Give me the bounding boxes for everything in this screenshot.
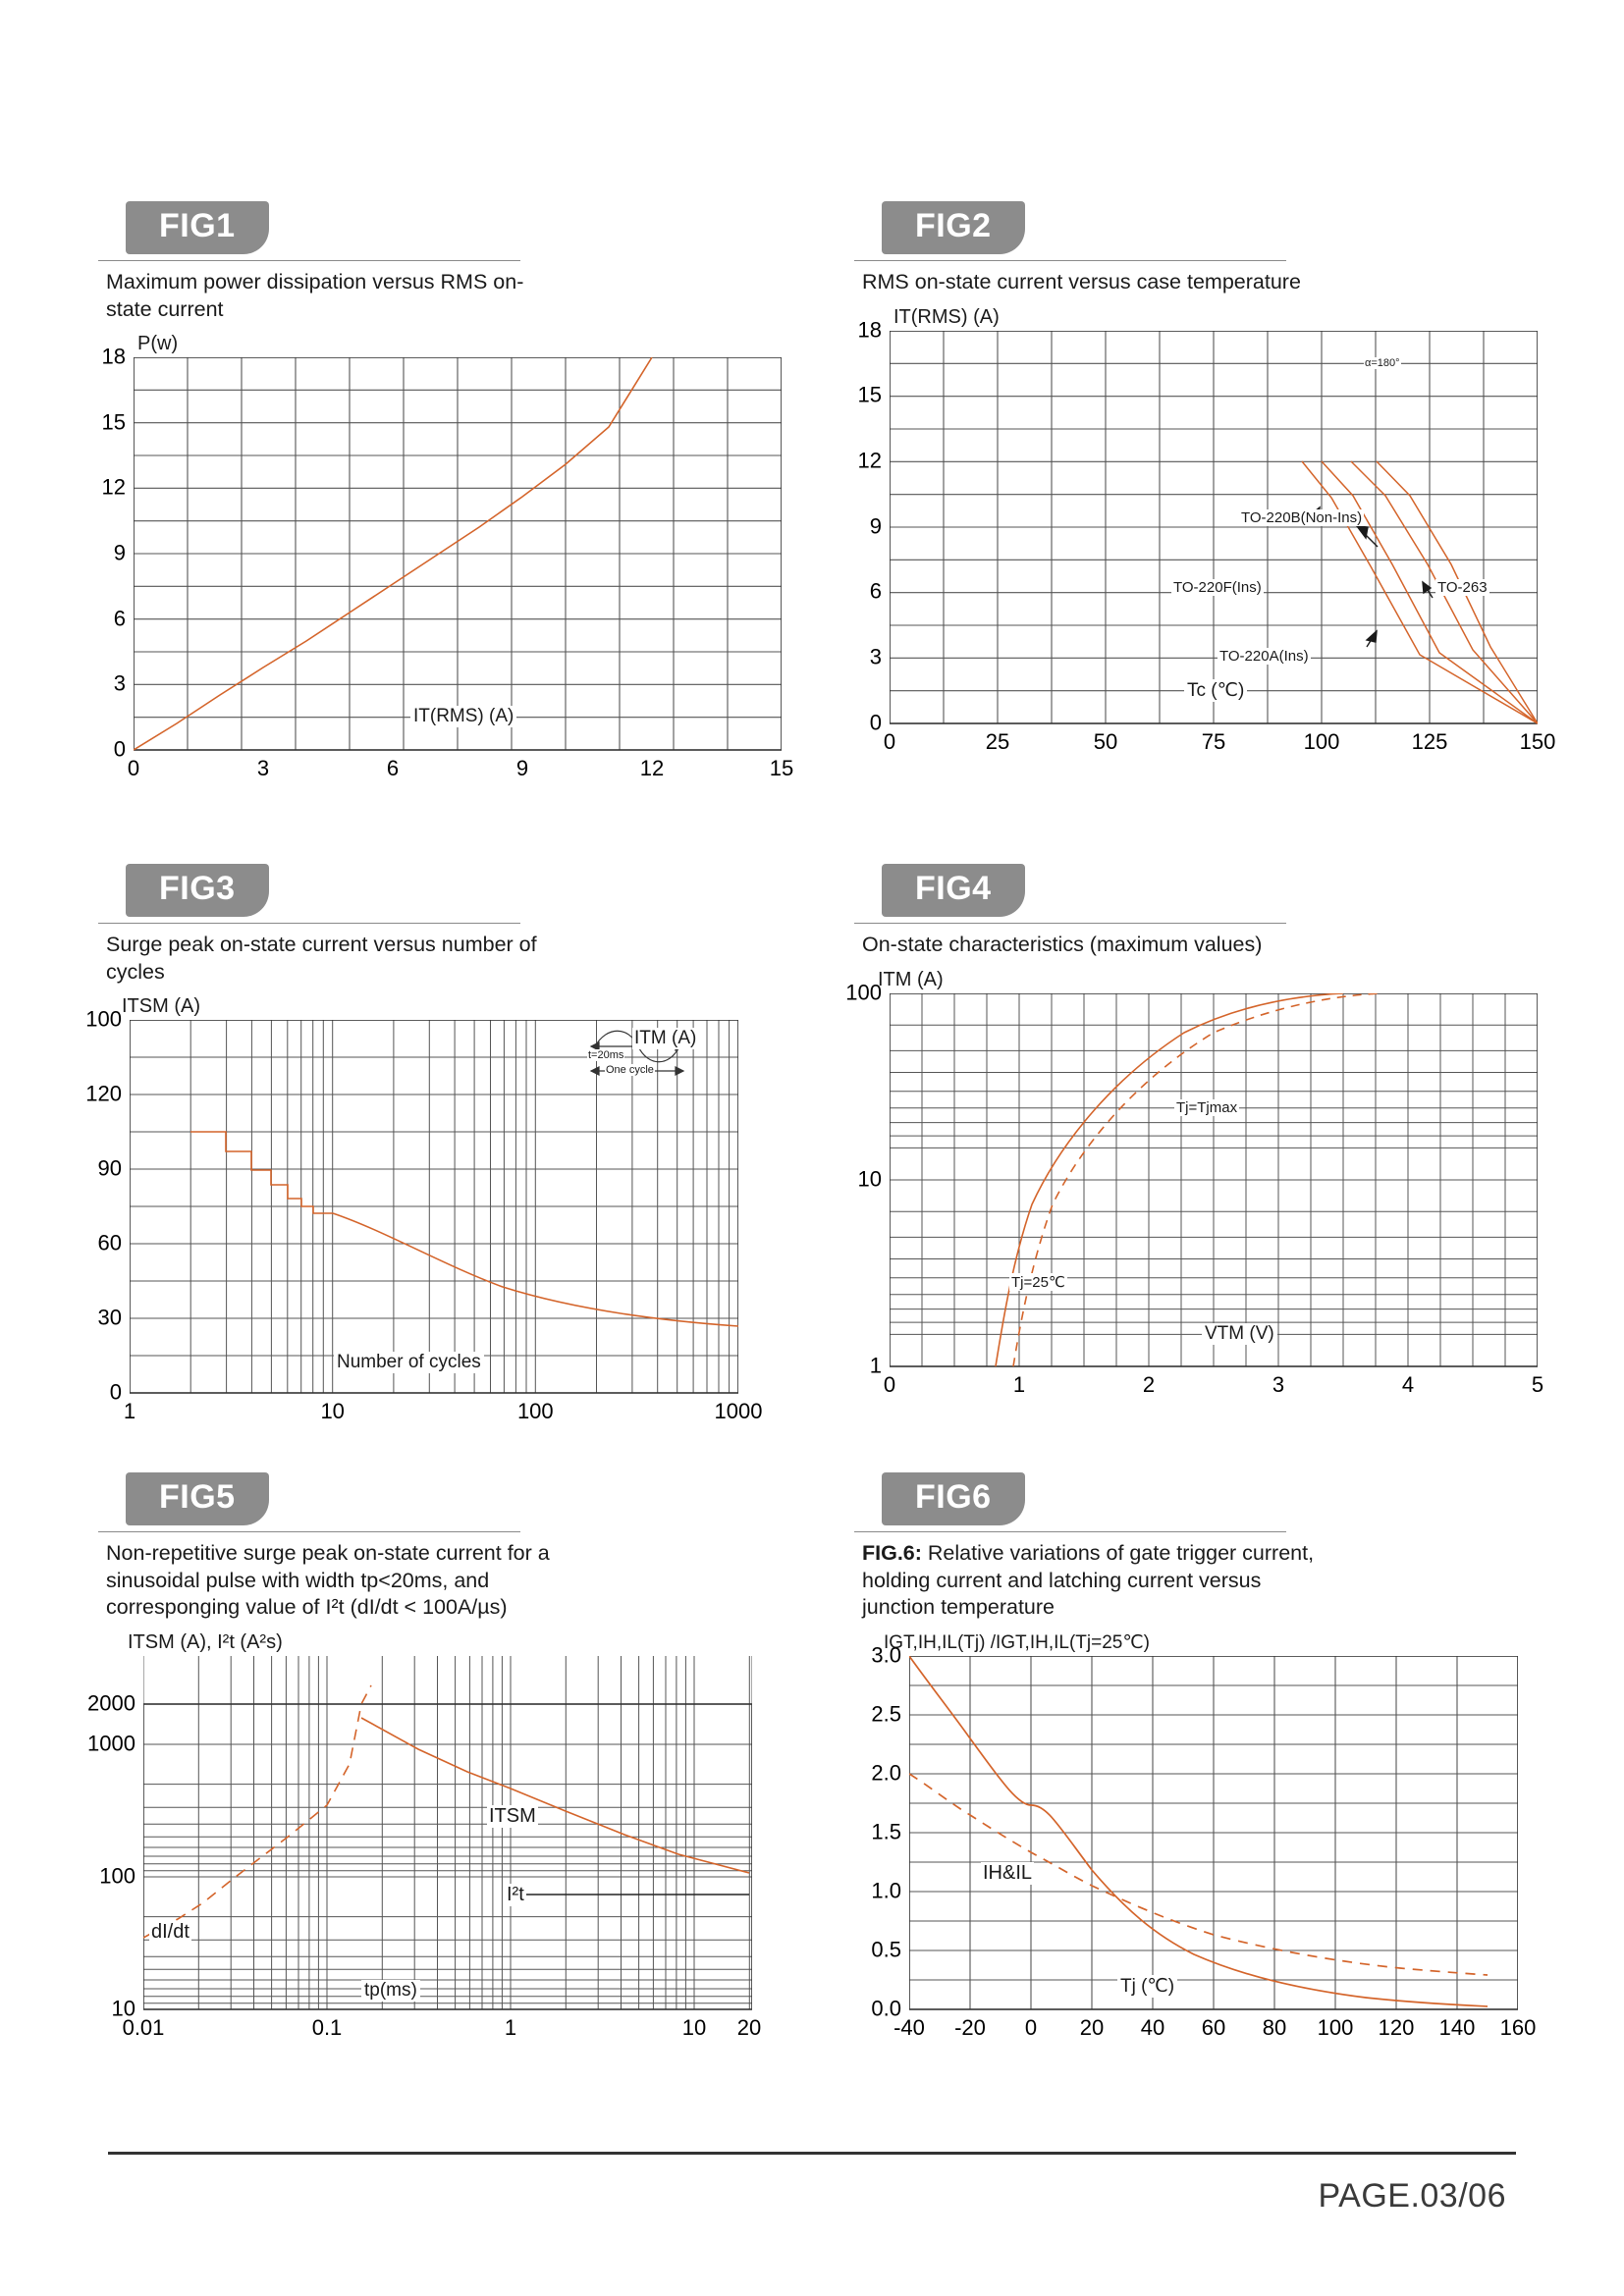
fig2-xtick: 150	[1519, 728, 1556, 754]
fig6-caption-text: Relative variations of gate trigger current, holding current and latching current versus junction temperature	[862, 1541, 1315, 1620]
fig6-x-axis-label: Tj (℃)	[1117, 1975, 1177, 1998]
fig5-annotation-i2t: I²t	[507, 1883, 524, 1905]
fig6-ytick: 2.5	[871, 1701, 901, 1727]
fig1-xtick: 0	[127, 756, 140, 781]
fig3-series-itsm	[190, 1132, 333, 1213]
fig1-ytick: 3	[113, 670, 126, 696]
fig2-ytick: 12	[857, 448, 882, 473]
fig2-xtick: 25	[985, 728, 1010, 754]
fig2-annotation-to263: TO-263	[1437, 578, 1488, 596]
fig5-xtick: 1	[504, 2014, 517, 2040]
fig4-xtick: 2	[1142, 1371, 1156, 1397]
fig2-ytick: 18	[857, 316, 882, 342]
fig5-plot	[87, 1656, 762, 2040]
fig3-xtick: 10	[320, 1399, 345, 1424]
fig5-xtick: 0.1	[311, 2014, 343, 2040]
fig3-caption: Surge peak on-state current versus number of cycles	[106, 933, 537, 984]
fig2-annotation-to220f: TO-220F(Ins)	[1173, 578, 1262, 596]
fig4-annotation-tjmax: Tj=Tjmax	[1176, 1098, 1238, 1116]
fig6-xtick: 0	[1024, 2014, 1038, 2040]
fig3-ytick: 90	[97, 1155, 122, 1181]
fig2-annotation-alpha: α=180°	[1365, 356, 1400, 369]
fig2-y-axis-label: IT(RMS) (A)	[893, 305, 1000, 328]
fig6-xtick: 20	[1079, 2014, 1105, 2040]
fig1-ytick: 12	[101, 474, 126, 500]
fig6-xtick: 40	[1140, 2014, 1165, 2040]
fig1-ytick: 15	[101, 409, 126, 435]
fig6-caption	[862, 1540, 1324, 1622]
fig2-ytick: 3	[869, 644, 882, 669]
fig1-xtick: 3	[256, 756, 270, 781]
fig2-divider	[854, 260, 1286, 261]
fig3-xtick: 1000	[714, 1399, 763, 1424]
fig4-y-axis-label: ITM (A)	[878, 968, 944, 990]
fig2-annotation-to220a: TO-220A(Ins)	[1219, 647, 1309, 665]
fig5-divider	[98, 1531, 520, 1532]
fig6-y-axis-label: IGT,IH,IL(Tj) /IGT,IH,IL(Tj=25℃)	[884, 1631, 1151, 1653]
fig2-ytick: 0	[869, 709, 882, 734]
fig5-xtick: 10	[681, 2014, 707, 2040]
fig2-xtick: 0	[883, 728, 896, 754]
fig3-xtick: 1	[123, 1399, 136, 1424]
fig5-badge: FIG5	[126, 1472, 269, 1525]
fig1-xtick: 9	[515, 756, 529, 781]
fig2-x-axis-label: Tc (℃)	[1184, 679, 1247, 702]
fig4-ytick: 100	[845, 979, 882, 1004]
fig6-xtick: -20	[954, 2014, 986, 2040]
fig4-xtick: 3	[1272, 1371, 1285, 1397]
fig6-ytick: 1.5	[871, 1819, 901, 1844]
figure-fig6	[854, 1472, 1537, 2040]
fig3-x-axis-label: Number of cycles	[334, 1352, 484, 1373]
fig2-xtick: 100	[1303, 728, 1340, 754]
fig6-annotation-ihil: IH&IL	[983, 1861, 1033, 1884]
fig2-ytick: 15	[857, 382, 882, 407]
fig4-ytick: 10	[857, 1165, 882, 1191]
fig3-inset-time: t=20ms	[588, 1049, 624, 1062]
fig2-annotation-to220b: TO-220B(Non-Ins)	[1241, 508, 1363, 526]
fig6-ytick: 1.0	[871, 1878, 901, 1903]
fig5-caption: Non-repetitive surge peak on-state current for a sinusoidal pulse with width tp<20ms, and corresponging value of I²t (dI/dt < 100A/µs)	[106, 1541, 550, 1620]
fig3-divider	[98, 923, 520, 924]
fig4-xtick: 1	[1012, 1371, 1026, 1397]
fig2-ytick: 6	[869, 578, 882, 604]
fig3-ytick: 0	[109, 1379, 122, 1405]
figure-fig1	[98, 201, 794, 781]
fig6-ytick: 2.0	[871, 1760, 901, 1786]
fig4-divider	[854, 923, 1286, 924]
fig6-svg	[909, 1656, 1518, 2029]
fig6-xtick: -40	[893, 2014, 925, 2040]
fig4-badge: FIG4	[882, 864, 1025, 917]
fig6-series-igt	[909, 1656, 1488, 2006]
fig1-caption: Maximum power dissipation versus RMS on-state current	[106, 270, 524, 321]
fig5-ytick: 1000	[87, 1731, 135, 1756]
fig4-xtick: 4	[1401, 1371, 1415, 1397]
fig6-xtick: 100	[1317, 2014, 1354, 2040]
fig6-badge: FIG6	[882, 1472, 1025, 1525]
fig2-badge: FIG2	[882, 201, 1025, 254]
fig5-xtick: 20	[736, 2014, 762, 2040]
fig1-divider	[98, 260, 520, 261]
fig6-xtick: 80	[1262, 2014, 1287, 2040]
fig5-annotation-didt: dI/dt	[151, 1920, 189, 1943]
fig5-ytick: 100	[99, 1863, 135, 1889]
fig2-ytick: 9	[869, 512, 882, 538]
fig6-ytick: 0.0	[871, 1996, 901, 2021]
figure-fig4	[845, 864, 1544, 1397]
page-number: PAGE.03/06	[1318, 2177, 1506, 2215]
fig1-ytick: 18	[101, 344, 126, 369]
fig5-series-itsm	[361, 1718, 749, 1873]
fig4-ytick: 1	[869, 1352, 882, 1377]
fig4-annotation-tj25: Tj=25℃	[1011, 1273, 1065, 1291]
fig1-ytick: 9	[113, 540, 126, 565]
fig6-xtick: 160	[1499, 2014, 1537, 2040]
fig4-xtick: 0	[883, 1371, 896, 1397]
fig2-xtick: 75	[1201, 728, 1226, 754]
fig1-xtick: 6	[386, 756, 400, 781]
fig1-xtick: 12	[639, 756, 665, 781]
fig1-ytick: 0	[113, 736, 126, 762]
fig3-inset-cycle: One cycle	[606, 1064, 654, 1077]
fig4-caption: On-state characteristics (maximum values)	[862, 933, 1263, 956]
fig5-svg	[143, 1656, 752, 2029]
fig2-caption: RMS on-state current versus case temperature	[862, 270, 1301, 294]
fig5-ytick: 2000	[87, 1690, 135, 1716]
fig3-ytick: 30	[97, 1305, 122, 1330]
fig2-xtick: 50	[1093, 728, 1118, 754]
fig5-y-axis-label: ITSM (A), I²t (A²s)	[128, 1630, 283, 1653]
fig3-ytick: 60	[97, 1230, 122, 1255]
fig6-xtick: 120	[1378, 2014, 1415, 2040]
fig3-badge: FIG3	[126, 864, 269, 917]
fig6-divider	[854, 1531, 1286, 1532]
fig4-xtick: 5	[1531, 1371, 1544, 1397]
fig3-ytick: 100	[85, 1006, 122, 1032]
fig4-x-axis-label: VTM (V)	[1202, 1323, 1277, 1345]
fig1-ytick: 6	[113, 606, 126, 631]
fig3-y-axis-label: ITSM (A)	[122, 995, 200, 1018]
fig1-y-axis-label: P(w)	[137, 333, 179, 355]
fig1-xtick: 15	[769, 756, 794, 781]
fig3-inset-title: ITM (A)	[634, 1028, 697, 1049]
fig6-ytick: 3.0	[871, 1642, 901, 1668]
fig1-badge: FIG1	[126, 201, 269, 254]
fig5-annotation-itsm: ITSM	[489, 1804, 536, 1827]
fig3-ytick: 120	[85, 1081, 122, 1106]
fig6-xtick: 60	[1201, 2014, 1226, 2040]
fig6-caption-label: FIG.6:	[862, 1541, 922, 1565]
fig6-ytick: 0.5	[871, 1937, 901, 1962]
fig5-ytick: 10	[111, 1996, 135, 2021]
figure-fig5	[87, 1472, 762, 2040]
footer-divider	[108, 2152, 1516, 2155]
fig6-xtick: 140	[1438, 2014, 1476, 2040]
fig5-xtick: 0.01	[122, 2014, 165, 2040]
fig2-xtick: 125	[1411, 728, 1448, 754]
fig5-series-didt	[143, 1685, 371, 1938]
fig1-x-axis-label: IT(RMS) (A)	[410, 706, 516, 727]
figure-fig3	[85, 864, 763, 1424]
fig3-xtick: 100	[516, 1399, 554, 1424]
fig5-x-axis-label: tp(ms)	[361, 1980, 420, 2002]
figure-fig2	[854, 201, 1556, 754]
